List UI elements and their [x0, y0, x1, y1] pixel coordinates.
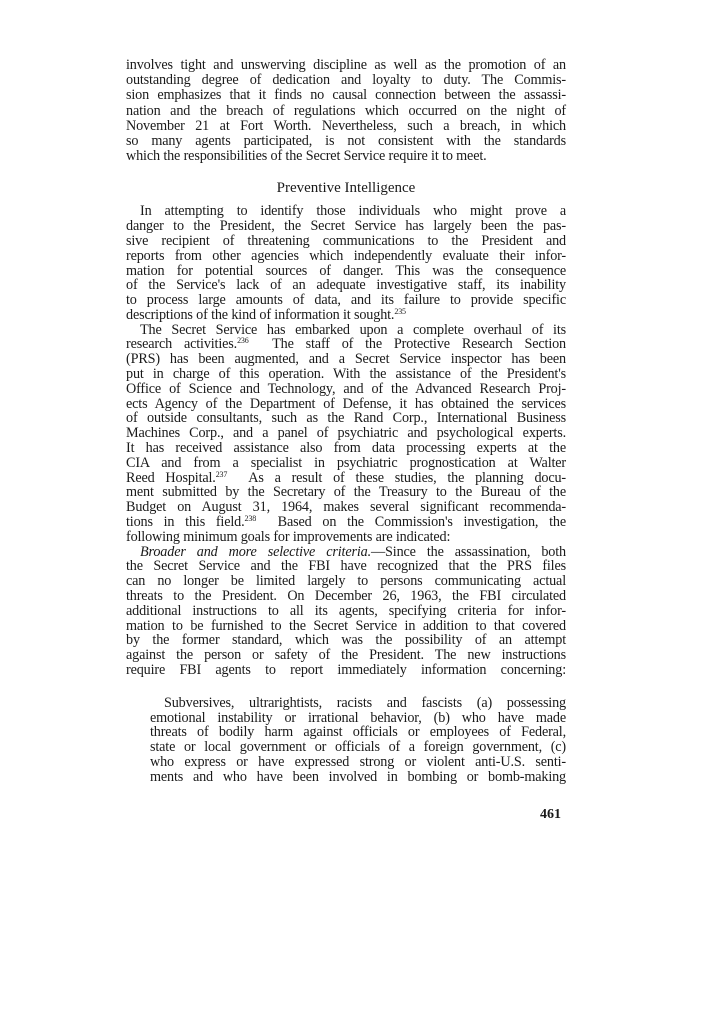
text-line: additional instructions to all its agents, specifying criteria for infor-: [126, 602, 566, 619]
text-line: involves tight and unswerving discipline as well as the promotion of an: [126, 57, 566, 73]
text-line: outstanding degree of dedication and loyalty to duty. The Commis-: [126, 72, 566, 89]
text-line: by the former standard, which was the possibility of an attempt: [126, 632, 566, 649]
text-fragment: tions in this field.: [126, 514, 245, 531]
text-line: threats to the President. On December 26, 1963, the FBI circulated: [126, 588, 566, 605]
text-line: of the Service's lack of an adequate investigative staff, its inability: [126, 277, 566, 294]
text-line: It has received assistance also from data processing experts at the: [126, 440, 566, 457]
text-line: threats of bodily harm against officials or employees of Federal,: [150, 724, 566, 741]
text-line: state or local government or officials of a foreign government, (c): [150, 739, 566, 756]
section-heading: Preventive Intelligence: [276, 180, 416, 197]
text-fragment: Reed Hospital.: [126, 469, 216, 486]
text-line: require FBI agents to report immediately information concerning:: [126, 662, 566, 679]
text-line: can no longer be limited largely to persons communicating actual: [126, 573, 566, 590]
paragraph-overhaul: [126, 323, 566, 545]
text-line: danger to the President, the Secret Service has largely been the pas-: [126, 218, 566, 235]
text-line: Subversives, ultrarightists, racists and fascists (a) possessing: [164, 694, 566, 711]
paragraph-preventive-intelligence: [126, 204, 566, 322]
text-line: November 21 at Fort Worth. Nevertheless, such a breach, in which: [126, 117, 566, 134]
footnote-ref[interactable]: 236: [237, 336, 249, 346]
text-fragment: research activities.: [126, 336, 238, 353]
footnote-ref[interactable]: 238: [244, 514, 257, 524]
text-line: following minimum goals for improvements are indicated:: [126, 528, 451, 545]
text-fragment: As a result of these studies, the planning docu-: [227, 469, 566, 486]
italic-lead-in: Broader and more selective criteria.: [140, 543, 371, 560]
footnote-ref[interactable]: 237: [215, 469, 228, 479]
block-quote-fbi-instructions: [126, 696, 566, 785]
paragraph-broader-criteria: [126, 545, 566, 678]
text-line: (PRS) has been augmented, and a Secret Service inspector has been: [126, 351, 566, 368]
text-line: Office of Science and Technology, and of the Advanced Research Proj-: [126, 380, 566, 397]
text-line: the Secret Service and the FBI have recognized that the PRS files: [126, 558, 566, 575]
text-line: nation and the breach of regulations which occurred on the night of: [126, 102, 566, 119]
text-line: which the responsibilities of the Secret Service require it to meet.: [126, 148, 487, 165]
text-fragment: Based on the Commission's investigation, the: [256, 514, 566, 531]
text-line: [126, 337, 566, 352]
text-line: The Secret Service has embarked upon a complete overhaul of its: [140, 321, 566, 338]
document-page: [126, 58, 566, 823]
text-line: sion emphasizes that it finds no causal connection between the assassi-: [126, 87, 566, 104]
text-line: [126, 545, 566, 560]
text-line: of outside consultants, such as the Rand Corp., International Business: [126, 410, 566, 427]
text-fragment: —Since the assassination, both: [371, 543, 566, 560]
text-line: mation for potential sources of danger. This was the consequence: [126, 262, 566, 279]
text-line: [126, 308, 566, 323]
text-line: mation to be furnished to the Secret Service in addition to that covered: [126, 617, 566, 634]
footnote-ref[interactable]: 235: [394, 306, 406, 316]
text-line: ects Agency of the Department of Defense, it has obtained the services: [126, 395, 566, 412]
text-line: sive recipient of threatening communications to the President and: [126, 232, 566, 249]
text-line: who express or have expressed strong or violent anti-U.S. senti-: [150, 754, 566, 770]
text-line: [126, 515, 566, 530]
text-line: to process large amounts of data, and its failure to provide specific: [126, 292, 566, 309]
text-line: against the person or safety of the President. The new instructions: [126, 647, 566, 664]
text-line: [126, 471, 566, 486]
text-line: ment submitted by the Secretary of the Treasury to the Bureau of the: [126, 484, 566, 501]
text-line: reports from other agencies which independently evaluate their infor-: [126, 247, 566, 264]
text-line: put in charge of this operation. With the assistance of the President's: [126, 366, 566, 383]
text-line: CIA and from a specialist in psychiatric prognostication at Walter: [126, 454, 566, 471]
text-line: ments and who have been involved in bombing or bomb-making: [150, 768, 566, 785]
text-line: so many agents participated, is not consistent with the standards: [126, 132, 566, 149]
paragraph-discipline: [126, 58, 566, 164]
text-line: emotional instability or irrational behavior, (b) who have made: [150, 709, 566, 726]
text-fragment: descriptions of the kind of information it sought.: [126, 306, 395, 323]
text-fragment: The staff of the Protective Research Section: [248, 336, 567, 353]
text-line: Budget on August 31, 1964, makes several significant recommenda-: [126, 499, 566, 516]
text-line: In attempting to identify those individuals who might prove a: [140, 203, 566, 220]
text-line: Machines Corp., and a panel of psychiatric and psychological experts.: [126, 425, 566, 442]
page-number: 461: [540, 806, 561, 822]
